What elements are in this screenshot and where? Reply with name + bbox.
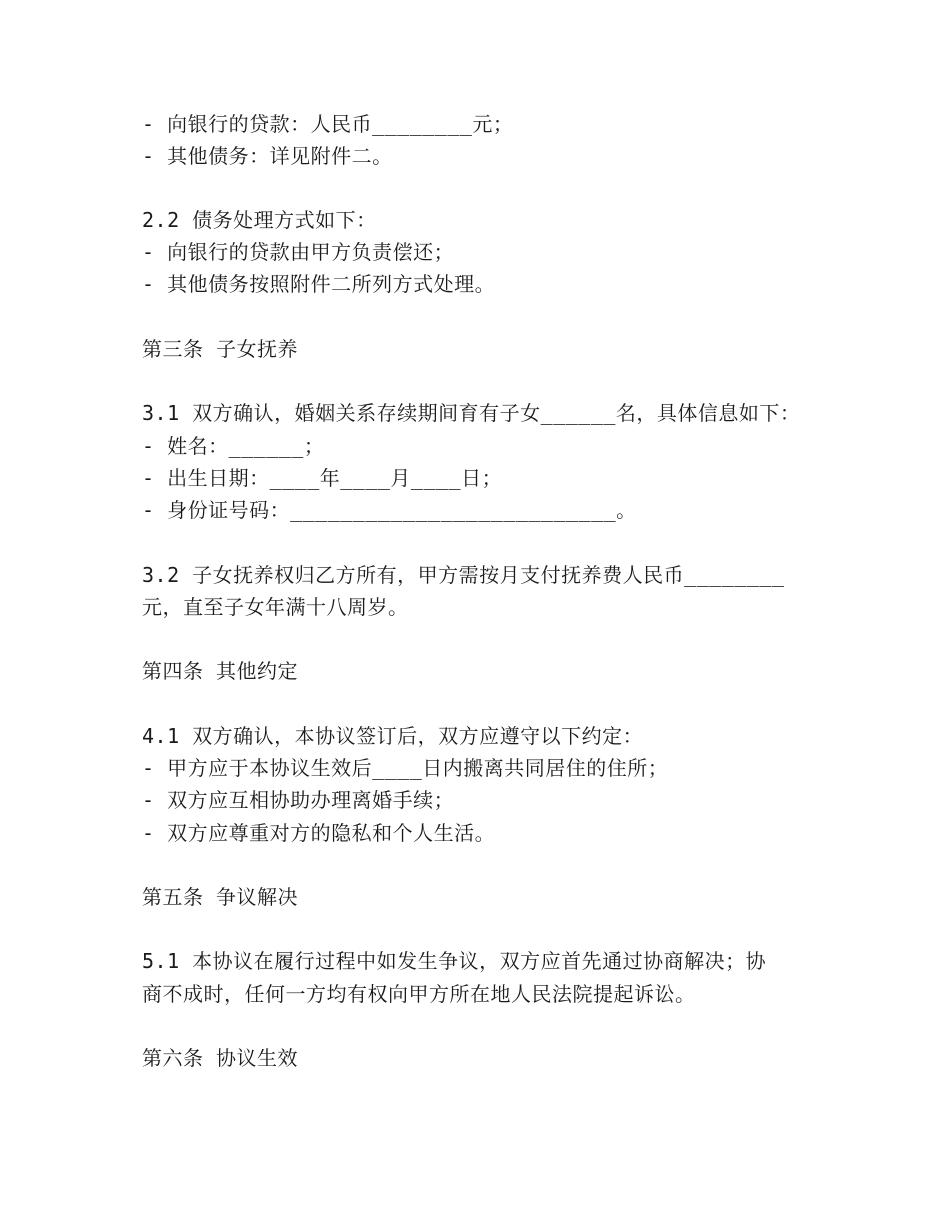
clause-5-1-line-2: 商不成时，任何一方均有权向甲方所在地人民法院提起诉讼。 (142, 982, 696, 1006)
clause-4-1-intro: 4.1 双方确认，本协议签订后，双方应遵守以下约定： (142, 724, 644, 748)
clause-2-2-other-debts: - 其他债务按照附件二所列方式处理。 (142, 272, 496, 296)
article-4-heading: 第四条 其他约定 (142, 659, 299, 683)
clause-2-2-bank-loan: - 向银行的贷款由甲方负责偿还； (142, 240, 455, 264)
article-6-heading: 第六条 协议生效 (142, 1046, 299, 1070)
clause-3-2-line-1: 3.2 子女抚养权归乙方所有，甲方需按月支付抚养费人民币________ (142, 563, 785, 587)
child-birthdate-item: - 出生日期：____年____月____日； (142, 466, 503, 490)
debt-other-item: - 其他债务：详见附件二。 (142, 144, 393, 168)
clause-5-1-line-1: 5.1 本协议在履行过程中如发生争议，双方应首先通过协商解决；协 (142, 949, 767, 973)
clause-3-1-intro: 3.1 双方确认，婚姻关系存续期间育有子女______名，具体信息如下： (142, 401, 801, 425)
clause-4-1-respect-privacy: - 双方应尊重对方的隐私和个人生活。 (142, 821, 496, 845)
debt-bank-loan-item: - 向银行的贷款：人民币________元； (142, 112, 514, 136)
clause-3-2-line-2: 元，直至子女年满十八周岁。 (142, 595, 409, 619)
article-5-heading: 第五条 争议解决 (142, 885, 299, 909)
clause-4-1-assist-divorce: - 双方应互相协助办理离婚手续； (142, 788, 455, 812)
child-name-item: - 姓名：______； (142, 434, 325, 458)
article-3-heading: 第三条 子女抚养 (142, 337, 299, 361)
clause-4-1-move-out: - 甲方应于本协议生效后____日内搬离共同居住的住所； (142, 756, 669, 780)
child-id-number-item: - 身份证号码：__________________________。 (142, 498, 637, 522)
clause-2-2-intro: 2.2 债务处理方式如下： (142, 208, 377, 232)
